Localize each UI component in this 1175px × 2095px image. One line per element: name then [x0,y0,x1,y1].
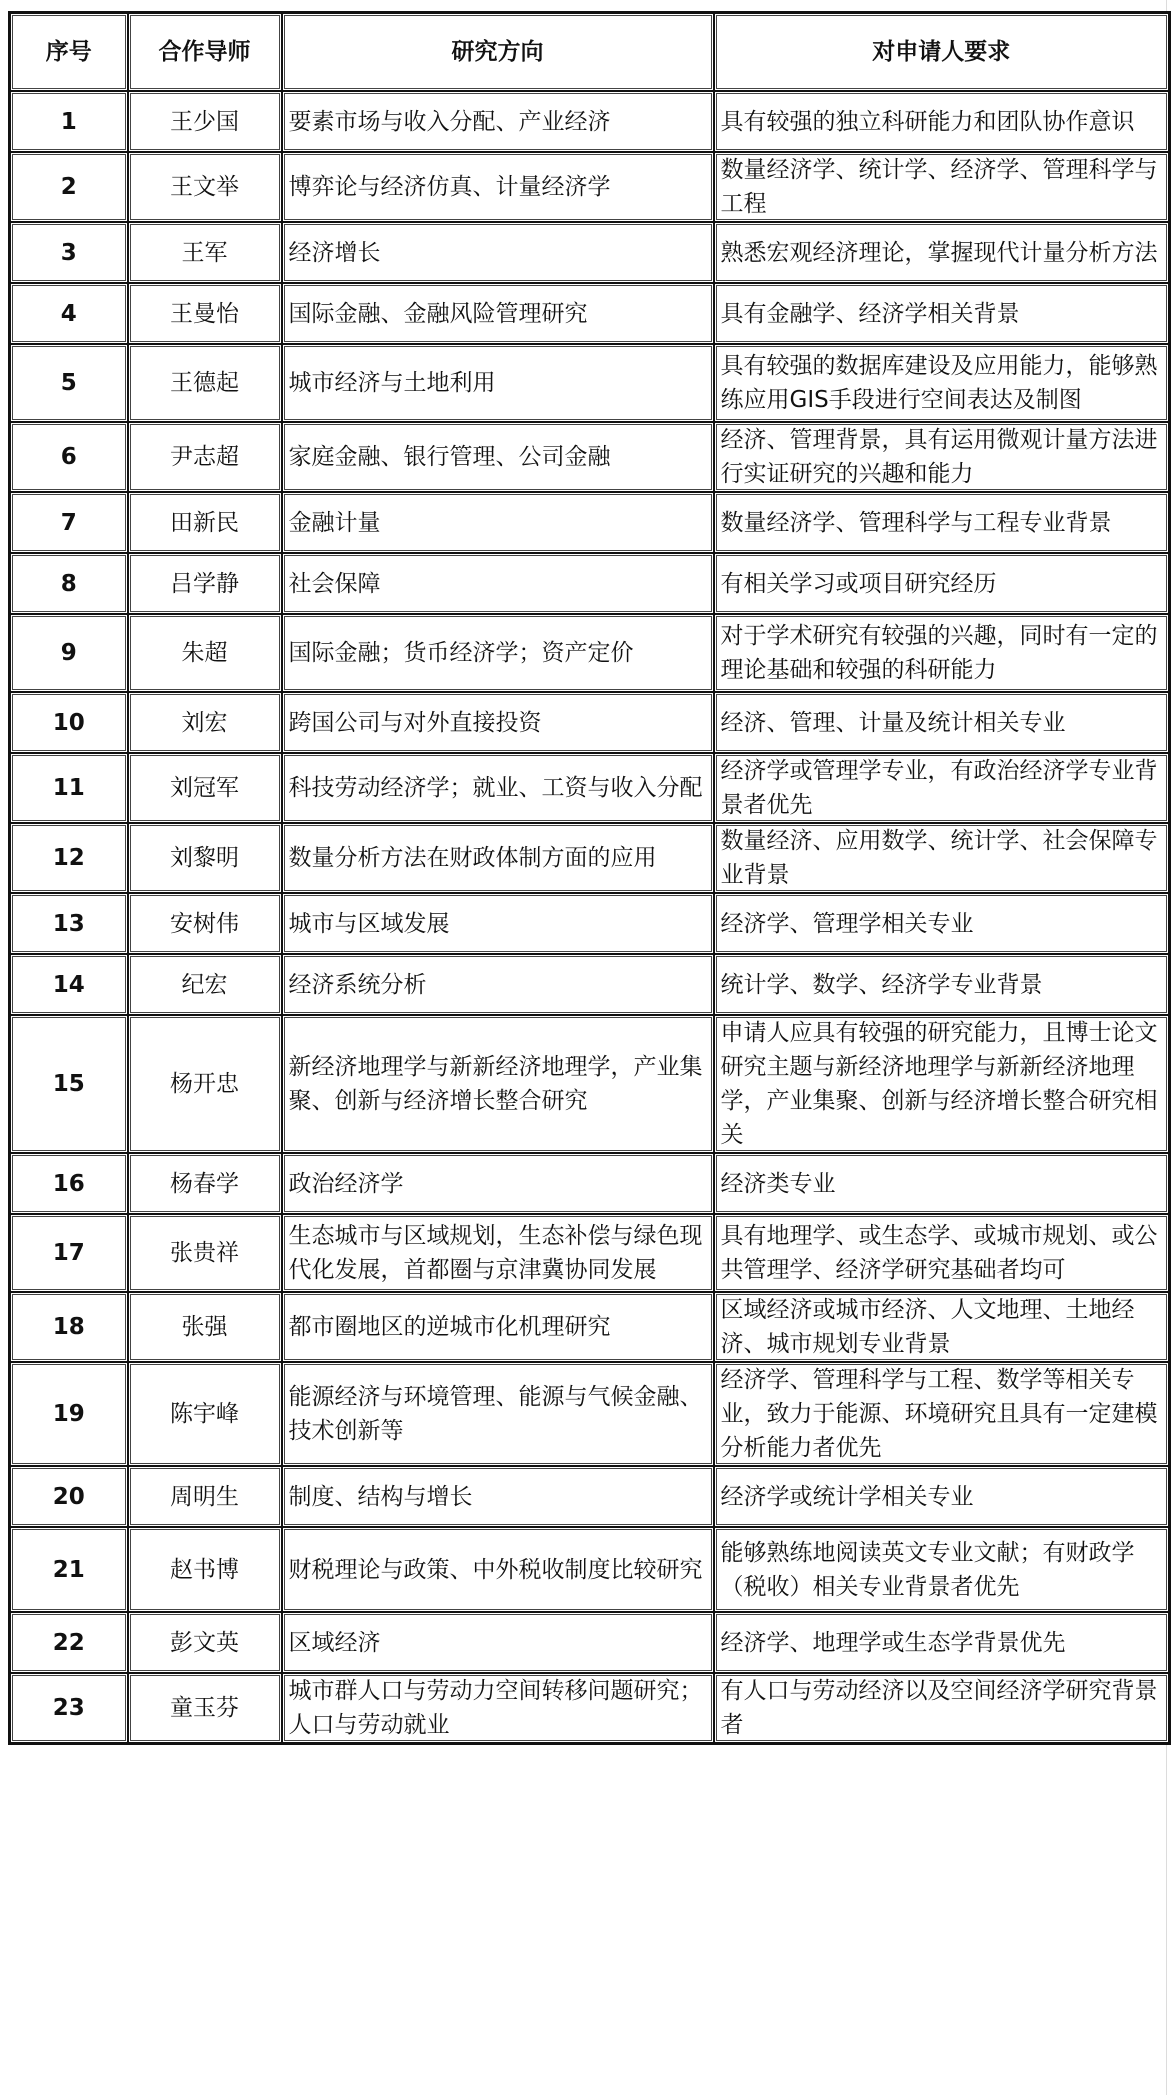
row-number: 16 [10,1153,128,1214]
research-direction: 数量分析方法在财政体制方面的应用 [282,823,714,893]
advisor-name: 陈宇峰 [128,1362,282,1466]
row-number: 12 [10,823,128,893]
applicant-requirements: 经济学、管理学相关专业 [714,893,1170,954]
row-number: 9 [10,614,128,692]
advisor-name: 王少国 [128,91,282,152]
applicant-requirements: 数量经济学、统计学、经济学、管理科学与工程 [714,152,1170,222]
table-row [10,283,1170,344]
applicant-requirements: 经济、管理、计量及统计相关专业 [714,692,1170,753]
applicant-requirements: 能够熟练地阅读英文专业文献；有财政学（税收）相关专业背景者优先 [714,1527,1170,1612]
advisor-name: 田新民 [128,492,282,553]
advisor-name: 杨开忠 [128,1015,282,1153]
row-number: 23 [10,1673,128,1744]
research-direction: 要素市场与收入分配、产业经济 [282,91,714,152]
research-direction: 博弈论与经济仿真、计量经济学 [282,152,714,222]
research-direction: 城市经济与土地利用 [282,344,714,422]
advisor-name: 赵书博 [128,1527,282,1612]
row-number: 22 [10,1612,128,1673]
applicant-requirements: 区域经济或城市经济、人文地理、土地经济、城市规划专业背景 [714,1292,1170,1362]
row-number: 11 [10,753,128,823]
research-direction: 政治经济学 [282,1153,714,1214]
applicant-requirements: 有相关学习或项目研究经历 [714,553,1170,614]
table-row [10,91,1170,152]
table-row [10,954,1170,1015]
research-direction: 跨国公司与对外直接投资 [282,692,714,753]
advisor-name: 张贵祥 [128,1214,282,1292]
header-direction: 研究方向 [282,13,714,92]
table-row [10,1612,1170,1673]
row-number: 2 [10,152,128,222]
applicant-requirements: 具有金融学、经济学相关背景 [714,283,1170,344]
table-row [10,344,1170,422]
research-direction: 制度、结构与增长 [282,1466,714,1527]
applicant-requirements: 申请人应具有较强的研究能力，且博士论文研究主题与新经济地理学与新新经济地理学，产业集聚、创新与经济增长整合研究相关 [714,1015,1170,1153]
row-number: 15 [10,1015,128,1153]
table-row [10,492,1170,553]
advisor-name: 王德起 [128,344,282,422]
applicant-requirements: 经济学、地理学或生态学背景优先 [714,1612,1170,1673]
advisor-name: 安树伟 [128,893,282,954]
row-number: 20 [10,1466,128,1527]
applicant-requirements: 经济类专业 [714,1153,1170,1214]
applicant-requirements: 熟悉宏观经济理论，掌握现代计量分析方法 [714,222,1170,283]
table-row [10,1214,1170,1292]
applicant-requirements: 统计学、数学、经济学专业背景 [714,954,1170,1015]
advisor-name: 王军 [128,222,282,283]
applicant-requirements: 对于学术研究有较强的兴趣，同时有一定的理论基础和较强的科研能力 [714,614,1170,692]
row-number: 4 [10,283,128,344]
applicant-requirements: 有人口与劳动经济以及空间经济学研究背景者 [714,1673,1170,1744]
table-row [10,553,1170,614]
table-row [10,893,1170,954]
header-no: 序号 [10,13,128,92]
advisor-name: 吕学静 [128,553,282,614]
row-number: 6 [10,422,128,492]
table-row [10,1466,1170,1527]
applicant-requirements: 经济学、管理科学与工程、数学等相关专业，致力于能源、环境研究且具有一定建模分析能力者优先 [714,1362,1170,1466]
applicant-requirements: 具有较强的独立科研能力和团队协作意识 [714,91,1170,152]
advisor-name: 杨春学 [128,1153,282,1214]
research-direction: 家庭金融、银行管理、公司金融 [282,422,714,492]
row-number: 7 [10,492,128,553]
table-row [10,1292,1170,1362]
research-direction: 社会保障 [282,553,714,614]
row-number: 3 [10,222,128,283]
table-row [10,152,1170,222]
research-direction: 科技劳动经济学；就业、工资与收入分配 [282,753,714,823]
research-direction: 经济增长 [282,222,714,283]
advisor-name: 刘冠军 [128,753,282,823]
applicant-requirements: 经济学或统计学相关专业 [714,1466,1170,1527]
row-number: 18 [10,1292,128,1362]
header-row [10,13,1170,92]
research-direction: 城市与区域发展 [282,893,714,954]
table-row [10,1362,1170,1466]
row-number: 17 [10,1214,128,1292]
advisor-name: 王曼怡 [128,283,282,344]
table-row [10,692,1170,753]
applicant-requirements: 数量经济学、管理科学与工程专业背景 [714,492,1170,553]
applicant-requirements: 具有地理学、或生态学、或城市规划、或公共管理学、经济学研究基础者均可 [714,1214,1170,1292]
advisor-name: 刘宏 [128,692,282,753]
advisor-name: 王文举 [128,152,282,222]
applicant-requirements: 经济、管理背景，具有运用微观计量方法进行实证研究的兴趣和能力 [714,422,1170,492]
advisor-table [8,11,1171,1745]
research-direction: 生态城市与区域规划，生态补偿与绿色现代化发展，首都圈与京津冀协同发展 [282,1214,714,1292]
row-number: 21 [10,1527,128,1612]
table-row [10,1527,1170,1612]
research-direction: 经济系统分析 [282,954,714,1015]
advisor-name: 刘黎明 [128,823,282,893]
applicant-requirements: 经济学或管理学专业，有政治经济学专业背景者优先 [714,753,1170,823]
research-direction: 能源经济与环境管理、能源与气候金融、技术创新等 [282,1362,714,1466]
advisor-name: 张强 [128,1292,282,1362]
row-number: 19 [10,1362,128,1466]
research-direction: 财税理论与政策、中外税收制度比较研究 [282,1527,714,1612]
research-direction: 城市群人口与劳动力空间转移问题研究；人口与劳动就业 [282,1673,714,1744]
advisor-name: 彭文英 [128,1612,282,1673]
row-number: 10 [10,692,128,753]
table-body [10,91,1170,1744]
table-row [10,222,1170,283]
research-direction: 区域经济 [282,1612,714,1673]
research-direction: 国际金融、金融风险管理研究 [282,283,714,344]
applicant-requirements: 具有较强的数据库建设及应用能力，能够熟练应用GIS手段进行空间表达及制图 [714,344,1170,422]
row-number: 13 [10,893,128,954]
applicant-requirements: 数量经济、应用数学、统计学、社会保障专业背景 [714,823,1170,893]
row-number: 14 [10,954,128,1015]
header-requirements: 对申请人要求 [714,13,1170,92]
table-row [10,753,1170,823]
table-row [10,422,1170,492]
research-direction: 国际金融；货币经济学；资产定价 [282,614,714,692]
advisor-name: 童玉芬 [128,1673,282,1744]
table-row [10,1153,1170,1214]
research-direction: 新经济地理学与新新经济地理学，产业集聚、创新与经济增长整合研究 [282,1015,714,1153]
table-row [10,1673,1170,1744]
table-row [10,1015,1170,1153]
advisor-name: 朱超 [128,614,282,692]
row-number: 5 [10,344,128,422]
row-number: 1 [10,91,128,152]
table-row [10,614,1170,692]
advisor-name: 周明生 [128,1466,282,1527]
research-direction: 都市圈地区的逆城市化机理研究 [282,1292,714,1362]
row-number: 8 [10,553,128,614]
table-row [10,823,1170,893]
advisor-name: 纪宏 [128,954,282,1015]
advisor-name: 尹志超 [128,422,282,492]
header-advisor: 合作导师 [128,13,282,92]
research-direction: 金融计量 [282,492,714,553]
